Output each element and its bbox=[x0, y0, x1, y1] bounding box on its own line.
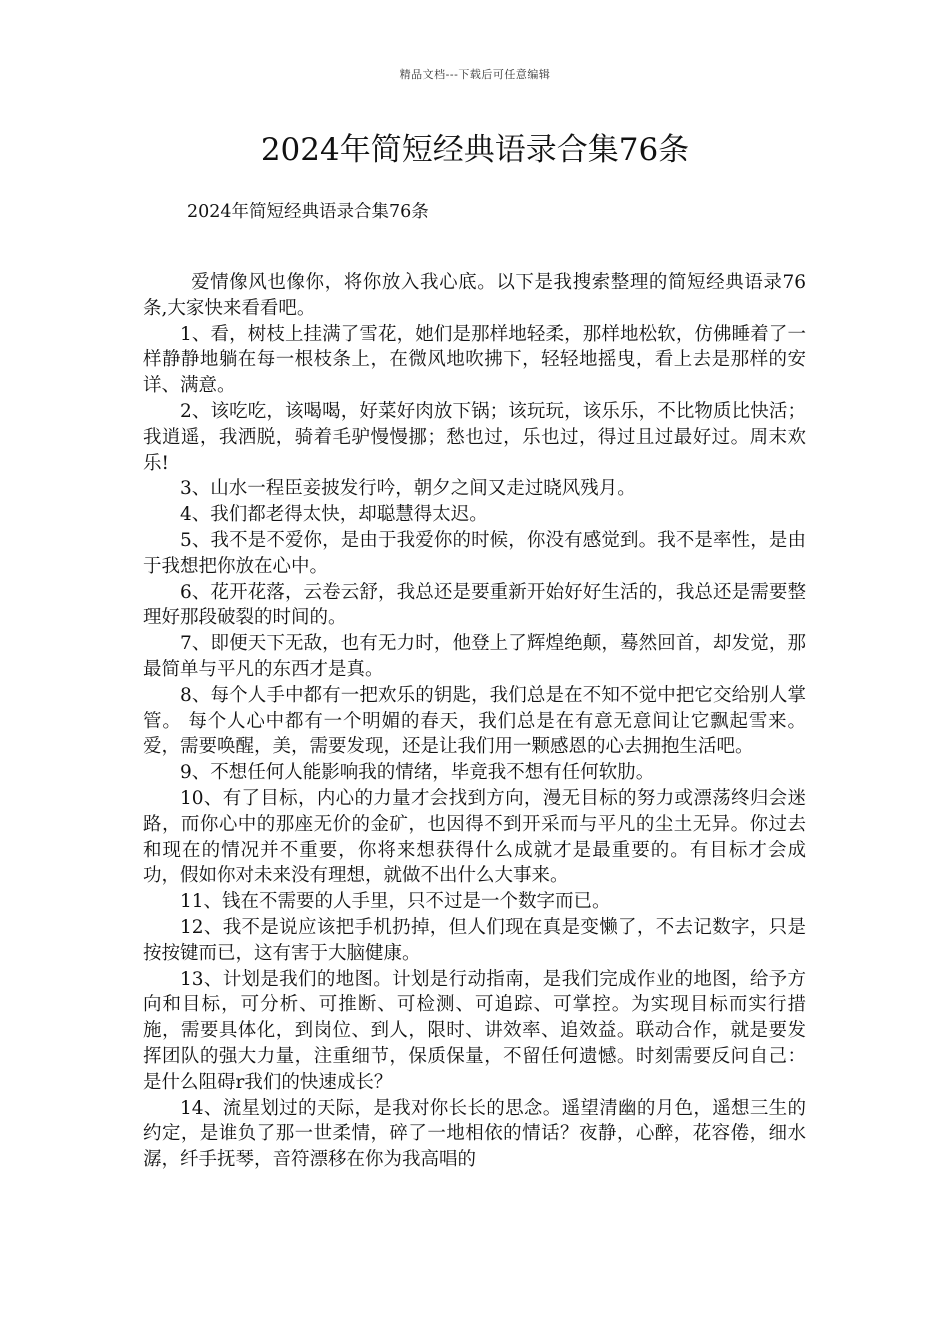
quote-paragraph: 8、每个人手中都有一把欢乐的钥匙，我们总是在不知不觉中把它交给别人掌管。 每个人心中都有一个明媚的春天，我们总是在有意无意间让它飘起雪来。 爱，需要唤醒，美，需要发现，还是让我们用一颗感恩的心去拥抱生活吧。 bbox=[143, 684, 806, 758]
quote-paragraph: 11、钱在不需要的人手里，只不过是一个数字而已。 bbox=[180, 891, 611, 913]
document-subtitle: 2024年简短经典语录合集76条 bbox=[187, 202, 429, 222]
quote-paragraph: 5、我不是不爱你，是由于我爱你的时候，你没有感觉到。我不是率性，是由于我想把你放在心中。 bbox=[143, 529, 806, 577]
document-title: 2024年简短经典语录合集76条 bbox=[260, 132, 690, 168]
quote-paragraph: 13、计划是我们的地图。计划是行动指南，是我们完成作业的地图，给予方向和目标，可分析、可推断、可检测、可追踪、可掌控。为实现目标而实行措施，需要具体化，到岗位、到人，限时、讲效率、追效益。联动合作，就是要发挥团队的强大力量，注重细节，保质保量，不留任何遗憾。时刻需要反问自己：是什么阻碍r我们的快速成长？ bbox=[143, 968, 806, 1093]
quote-paragraph: 12、我不是说应该把手机扔掉，但人们现在真是变懒了，不去记数字，只是按按键而已，这有害于大脑健康。 bbox=[143, 916, 806, 964]
quote-paragraph: 2、该吃吃，该喝喝，好菜好肉放下锅；该玩玩，该乐乐，不比物质比快活；我逍遥，我洒脱，骑着毛驴慢慢挪；愁也过，乐也过，得过且过最好过。周末欢乐! bbox=[143, 400, 806, 474]
quote-paragraph: 9、不想任何人能影响我的情绪，毕竟我不想有任何软肋。 bbox=[180, 762, 655, 784]
quote-paragraph: 4、我们都老得太快，却聪慧得太迟。 bbox=[180, 504, 488, 526]
intro-paragraph: 爱情像风也像你，将你放入我心底。以下是我搜索整理的简短经典语录76条,大家快来看看吧。 bbox=[143, 272, 806, 319]
quote-paragraph: 6、花开花落，云卷云舒，我总还是要重新开始好好生活的，我总还是需要整理好那段破裂的时间的。 bbox=[143, 581, 806, 629]
document-body bbox=[143, 270, 806, 1173]
quote-paragraph: 7、即便天下无敌，也有无力时，他登上了辉煌绝颠，蓦然回首，却发觉，那最简单与平凡的东西才是真。 bbox=[143, 633, 806, 680]
quote-paragraph: 3、山水一程臣妾披发行吟，朝夕之间又走过晓风残月。 bbox=[180, 478, 636, 500]
header-note: 精品文档---下载后可任意编辑 bbox=[399, 68, 551, 81]
quote-paragraph: 14、流星划过的天际，是我对你长长的思念。遥望清幽的月色，遥想三生的约定，是谁负了那一世柔情，碎了一地相依的情话？夜静，心醉，花容倦，细水潺，纤手抚琴，音符漂移在你为我高唱的 bbox=[143, 1097, 806, 1171]
quote-paragraph: 1、看，树枝上挂满了雪花，她们是那样地轻柔，那样地松软，仿佛睡着了一样静静地躺在每一根枝条上，在微风地吹拂下，轻轻地摇曳，看上去是那样的安详、满意。 bbox=[143, 323, 806, 397]
quote-paragraph: 10、有了目标，内心的力量才会找到方向，漫无目标的努力或漂荡终归会迷路，而你心中的那座无价的金矿，也因得不到开采而与平凡的尘土无异。你过去和现在的情况并不重要，你将来想获得什么成就才是最重要的。有目标才会成功，假如你对未来没有理想，就做不出什么大事来。 bbox=[143, 787, 806, 887]
